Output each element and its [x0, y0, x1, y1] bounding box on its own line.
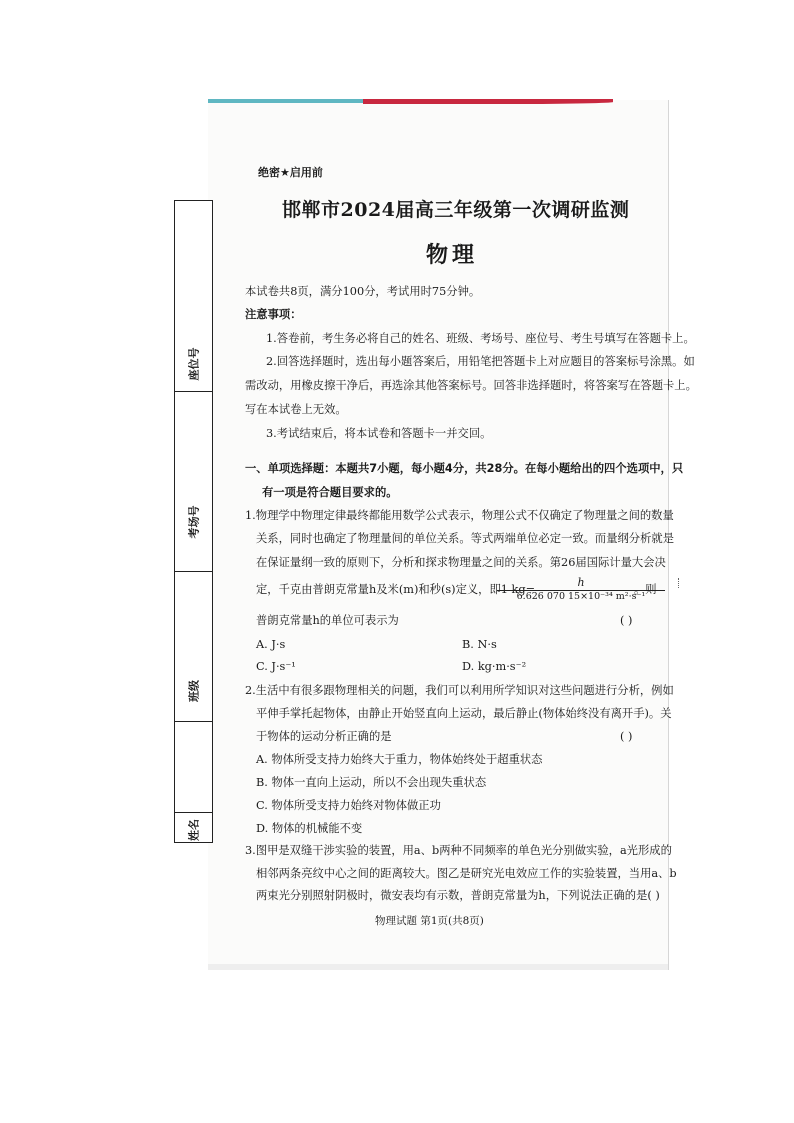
divider: [175, 812, 212, 813]
exam-title: 邯郸市2024届高三年级第一次调研监测: [282, 199, 630, 221]
option-a: A. 物体所受支持力始终大于重力，物体始终处于超重状态: [256, 753, 543, 766]
name-label: 姓名: [187, 819, 201, 841]
option-b: B. N·s: [462, 638, 497, 651]
question-text: 于物体的运动分析正确的是: [256, 730, 392, 743]
notice-item: 需改动，用橡皮擦干净后，再选涂其他答案标号。回答非选择题时，将答案写在答题卡上。: [245, 379, 697, 392]
notice-item: 1.答卷前，考生务必将自己的姓名、班级、考场号、座位号、考生号填写在答题卡上。: [266, 332, 695, 345]
answer-parentheses: ( ): [620, 614, 633, 627]
question-text: 2.生活中有很多跟物理相关的问题，我们可以利用所学知识对这些问题进行分析，例如: [245, 684, 674, 697]
divider: [175, 391, 212, 392]
page-footer: 物理试题 第1页(共8页): [375, 915, 484, 927]
formula-denominator: 6.626 070 15×10⁻³⁴ m²·s⁻¹: [516, 591, 646, 602]
question-text: 平伸手掌托起物体，由静止开始竖直向上运动，最后静止(物体始终没有离开手)。关: [256, 707, 672, 720]
question-text: 定，千克由普朗克常量h及米(m)和秒(s)定义，即1 kg=: [256, 583, 536, 596]
question-text: 关系，同时也确定了物理量间的单位关系。等式两端单位必定一致。而量纲分析就是: [256, 532, 674, 545]
option-d: D. kg·m·s⁻²: [462, 660, 527, 673]
notice-item: 写在本试卷上无效。: [245, 403, 347, 416]
seat-number-label: 座位号: [187, 347, 201, 381]
question-text: 普朗克常量h的单位可表示为: [256, 614, 399, 627]
section-heading: 一、单项选择题：本题共7小题，每小题4分，共28分。在每小题给出的四个选项中，只: [245, 462, 684, 475]
subject-title: 物理: [426, 242, 479, 268]
answer-parentheses: ( ): [620, 730, 633, 743]
secret-label: 绝密★启用前: [258, 166, 323, 179]
question-text: 1.物理学中物理定律最终都能用数学公式表示，物理公式不仅确定了物理量之间的数量: [245, 509, 674, 522]
divider: [175, 721, 212, 722]
option-c: C. 物体所受支持力始终对物体做正功: [256, 799, 441, 812]
page-edge-bottom: [208, 964, 668, 970]
formula-numerator: h: [577, 576, 585, 589]
question-text: 。则: [634, 583, 657, 596]
question-text: 3.图甲是双缝干涉实验的装置，用a、b两种不同频率的单色光分别做实验，a光形成的: [245, 844, 672, 857]
option-c: C. J·s⁻¹: [256, 660, 296, 673]
fold-marks: [678, 578, 681, 588]
page-edge-cyan: [208, 99, 363, 103]
exam-summary: 本试卷共8页，满分100分，考试用时75分钟。: [245, 285, 481, 298]
notice-item: 3.考试结束后，将本试卷和答题卡一并交回。: [266, 427, 492, 440]
notice-item: 2.回答选择题时，选出每小题答案后，用铅笔把答题卡上对应题目的答案标号涂黑。如: [266, 355, 695, 368]
question-text: 相邻两条亮纹中心之间的距离较大。图乙是研究光电效应工作的实验装置，当用a、b: [256, 867, 677, 880]
exam-room-label: 考场号: [187, 505, 201, 539]
student-info-box: [174, 200, 213, 843]
question-text: 两束光分别照射阴极时，微安表均有示数，普朗克常量为h，下列说法正确的是( ): [256, 889, 660, 902]
option-d: D. 物体的机械能不变: [256, 822, 363, 835]
question-text: 在保证量纲一致的原则下，分析和探求物理量之间的关系。第26届国际计量大会决: [256, 556, 666, 569]
divider: [175, 571, 212, 572]
notice-heading: 注意事项：: [245, 308, 302, 321]
page-edge-red: [363, 99, 613, 104]
class-label: 班级: [187, 680, 201, 702]
option-b: B. 物体一直向上运动，所以不会出现失重状态: [256, 776, 487, 789]
section-heading: 有一项是符合题目要求的。: [262, 486, 398, 499]
option-a: A. J·s: [256, 638, 286, 651]
